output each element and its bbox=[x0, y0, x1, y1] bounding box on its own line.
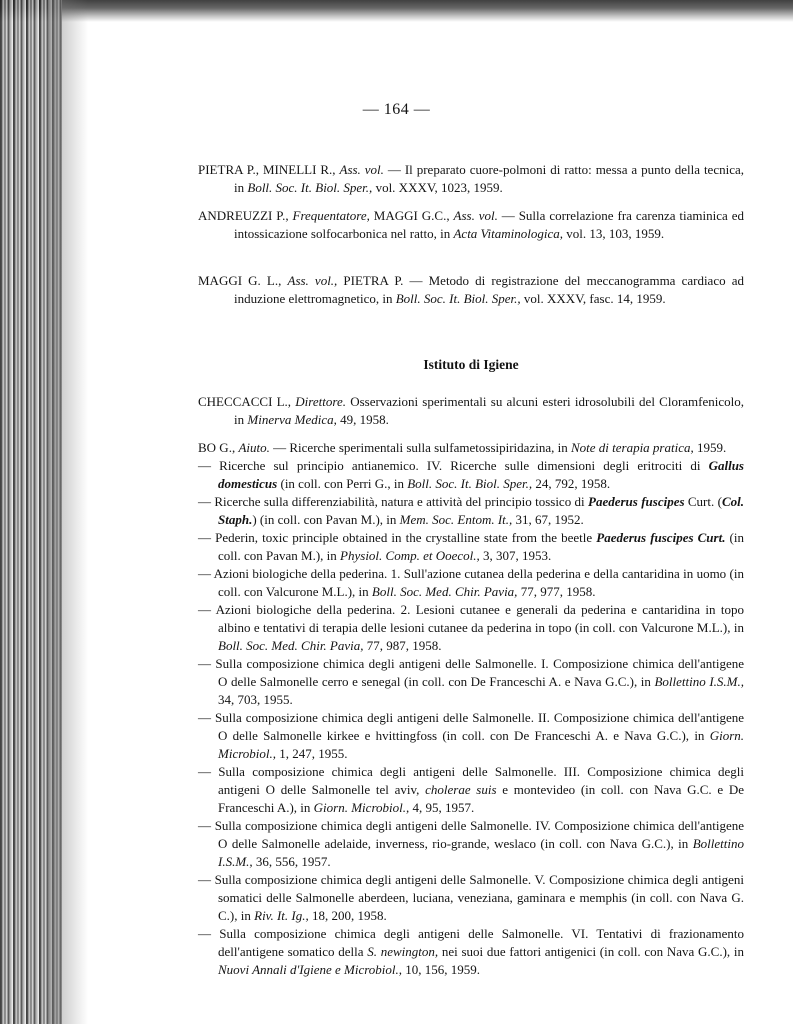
scan-binding-shadow bbox=[48, 0, 88, 1024]
bo-work-1: — Ricerche sul principio antianemico. IV. Ricerche sulle dimensioni degli eritrociti di Gallus domesticus (in coll. con Perri G., in Boll. Soc. It. Biol. Sper., 24, 792, 1958. bbox=[198, 458, 744, 491]
page-number: — 164 — bbox=[362, 101, 431, 118]
entry-checcacci: CHECCACCI L., Direttore. Osservazioni sperimentali su alcuni esteri idrosolubili del Cloramfenicolo, in Minerva Medica, 49, 1958. bbox=[198, 394, 744, 427]
entry-andreuzzi: ANDREUZZI P., Frequentatore, MAGGI G.C., Ass. vol. — Sulla correlazione fra carenza tiaminica ed intossicazione solfocarbonica nel ratto, in Acta Vitaminologica, vol. 13, 103, 1959. bbox=[198, 208, 744, 241]
bo-work-4: — Azioni biologiche della pederina. 1. Sull'azione cutanea della pederina e della cantaridina in uomo (in coll. con Valcurone M.L.), in Boll. Soc. Med. Chir. Pavia, 77, 977, 1958. bbox=[198, 566, 744, 599]
section-heading: Istituto di Igiene bbox=[423, 357, 519, 372]
bo-work-6: — Sulla composizione chimica degli antigeni delle Salmonelle. I. Composizione chimica dell'antigene O delle Salmonelle cerro e senegal (in coll. con De Franceschi A. e Nava G.C.), in Bollettino I.S.M., 34, 703, 1955. bbox=[198, 656, 744, 707]
bo-work-8: — Sulla composizione chimica degli antigeni delle Salmonelle. III. Composizione chimica degli antigeni O delle Salmonelle tel aviv, cholerae suis e montevideo (in coll. con Nava G.C. e De Franceschi A.), in Giorn. Microbiol., 4, 95, 1957. bbox=[198, 764, 745, 815]
bo-work-5: — Azioni biologiche della pederina. 2. Lesioni cutanee e generali da pederina e cantaridina in topo albino e tentativi di terapia delle lesioni cutanee da pederina in topo (in coll. con Valcurone M.L.), in Boll. Soc. Med. Chir. Pavia, 77, 987, 1958. bbox=[198, 602, 744, 653]
entry-maggi: MAGGI G. L., Ass. vol., PIETRA P. — Metodo di registrazione del meccanogramma cardiaco ad induzione elettromagnetico, in Boll. Soc. It. Biol. Sper., vol. XXXV, fasc. 14, 1959. bbox=[198, 273, 744, 306]
scan-top-edge bbox=[0, 0, 793, 22]
bo-work-9: — Sulla composizione chimica degli antigeni delle Salmonelle. IV. Composizione chimica dell'antigene O delle Salmonelle adelaide, inverness, rio-grande, weslaco (in coll. con Nava G.C.), in Bollettino I.S.M., 36, 556, 1957. bbox=[198, 818, 744, 869]
bo-work-7: — Sulla composizione chimica degli antigeni delle Salmonelle. II. Composizione chimica dell'antigene O delle Salmonelle kirkee e hvittingfoss (in coll. con De Franceschi A. e Nava G.C.), in Giorn. Microbiol., 1, 247, 1955. bbox=[198, 710, 744, 761]
entry-bo: BO G., Aiuto. — Ricerche sperimentali sulla sulfametossipiridazina, in Note di terapia pratica, 1959. — Ricerche sul principio antianemico. IV. Ricerche sulle dimensioni degli eritrociti di Gallus domesticus (in coll. con Perri G., in Boll. Soc. It. Biol. Sper., 24, 792, 1958. — Ricerche sulla differenziabilità, natura e attività del principio tossico di Paederus fuscipes Curt. (Col. Staph.) (in coll. con Pavan M.), in Mem. Soc. Entom. It., 31, 67, 1952. — Pederin, toxic principle obtained in the crystalline state from the beetle Paederus fuscipes Curt. (in coll. con Pavan M.), in Physiol. Comp. et Ooecol., 3, 307, 1953. — Azioni biologiche della pederina. 1. Sull'azione cutanea della pederina e della cantaridina in uomo (in coll. con Valcurone M.L.), in Boll. Soc. Med. Chir. Pavia, 77, 977, 1958. — Azioni biologiche della pederina. 2. Lesioni cutanee e generali da pederina e cantaridina in topo albino e tentativi di terapia delle lesioni cutanee da pederina in topo (in coll. con Valcurone M.L.), in Boll. Soc. Med. Chir. Pavia, 77, 987, 1958. — Sulla composizione chimica degli antigeni delle Salmonelle. I. Composizione chimica dell'antigene O delle Salmonelle cerro e senegal (in coll. con De Franceschi A. e Nava G.C.), in Bollettino I.S.M., 34, 703, 1955. — Sulla composizione chimica degli antigeni delle Salmonelle. II. Composizione chimica dell'antigene O delle Salmonelle kirkee e hvittingfoss (in coll. con De Franceschi A. e Nava G.C.), in Giorn. Microbiol., 1, 247, 1955. — Sulla composizione chimica degli antigeni delle Salmonelle. III. Composizione chimica degli antigeni O delle Salmonelle tel aviv, cholerae suis e montevideo (in coll. con Nava G.C. e De Franceschi A.), in Giorn. Microbiol., 4, 95, 1957. — Sulla composizione chimica degli antigeni delle Salmonelle. IV. Composizione chimica dell'antigene O delle Salmonelle adelaide, inverness, rio-grande, weslaco (in coll. con Nava G.C.), in Bollettino I.S.M., 36, 556, 1957. — Sulla composizione chimica degli antigeni delle Salmonelle. V. Composizione chimica degli antigeni somatici delle Salmonelle aberdeen, luciana, veneziana, gaminara e memphis (in coll. con Nava G. C.), in Riv. It. Ig., 18, 200, 1958. — Sulla composizione chimica degli antigeni delle Salmonelle. VI. Tentativi di frazionamento dell'antigene somatico della S. newington, nei suoi due fattori antigenici (in coll. con Nava G.C.), in Nuovi Annali d'Igiene e Microbiol., 10, 156, 1959. bbox=[198, 440, 745, 977]
bo-work-10: — Sulla composizione chimica degli antigeni delle Salmonelle. V. Composizione chimica degli antigeni somatici delle Salmonelle aberdeen, luciana, veneziana, gaminara e memphis (in coll. con Nava G. C.), in Riv. It. Ig., 18, 200, 1958. bbox=[198, 872, 744, 923]
bo-work-3: — Pederin, toxic principle obtained in the crystalline state from the beetle Paederus fuscipes Curt. (in coll. con Pavan M.), in Physiol. Comp. et Ooecol., 3, 307, 1953. bbox=[198, 530, 744, 563]
bo-work-2: — Ricerche sulla differenziabilità, natura e attività del principio tossico di Paederus fuscipes Curt. (Col. Staph.) (in coll. con Pavan M.), in Mem. Soc. Entom. It., 31, 67, 1952. bbox=[198, 494, 744, 527]
entry-pietra-minelli: PIETRA P., MINELLI R., Ass. vol. — Il preparato cuore-polmoni di ratto: messa a punto della tecnica, in Boll. Soc. It. Biol. Sper., vol. XXXV, 1023, 1959. bbox=[198, 162, 744, 195]
bo-work-11: — Sulla composizione chimica degli antigeni delle Salmonelle. VI. Tentativi di frazionamento dell'antigene somatico della S. newington, nei suoi due fattori antigenici (in coll. con Nava G.C.), in Nuovi Annali d'Igiene e Microbiol., 10, 156, 1959. bbox=[198, 926, 744, 977]
